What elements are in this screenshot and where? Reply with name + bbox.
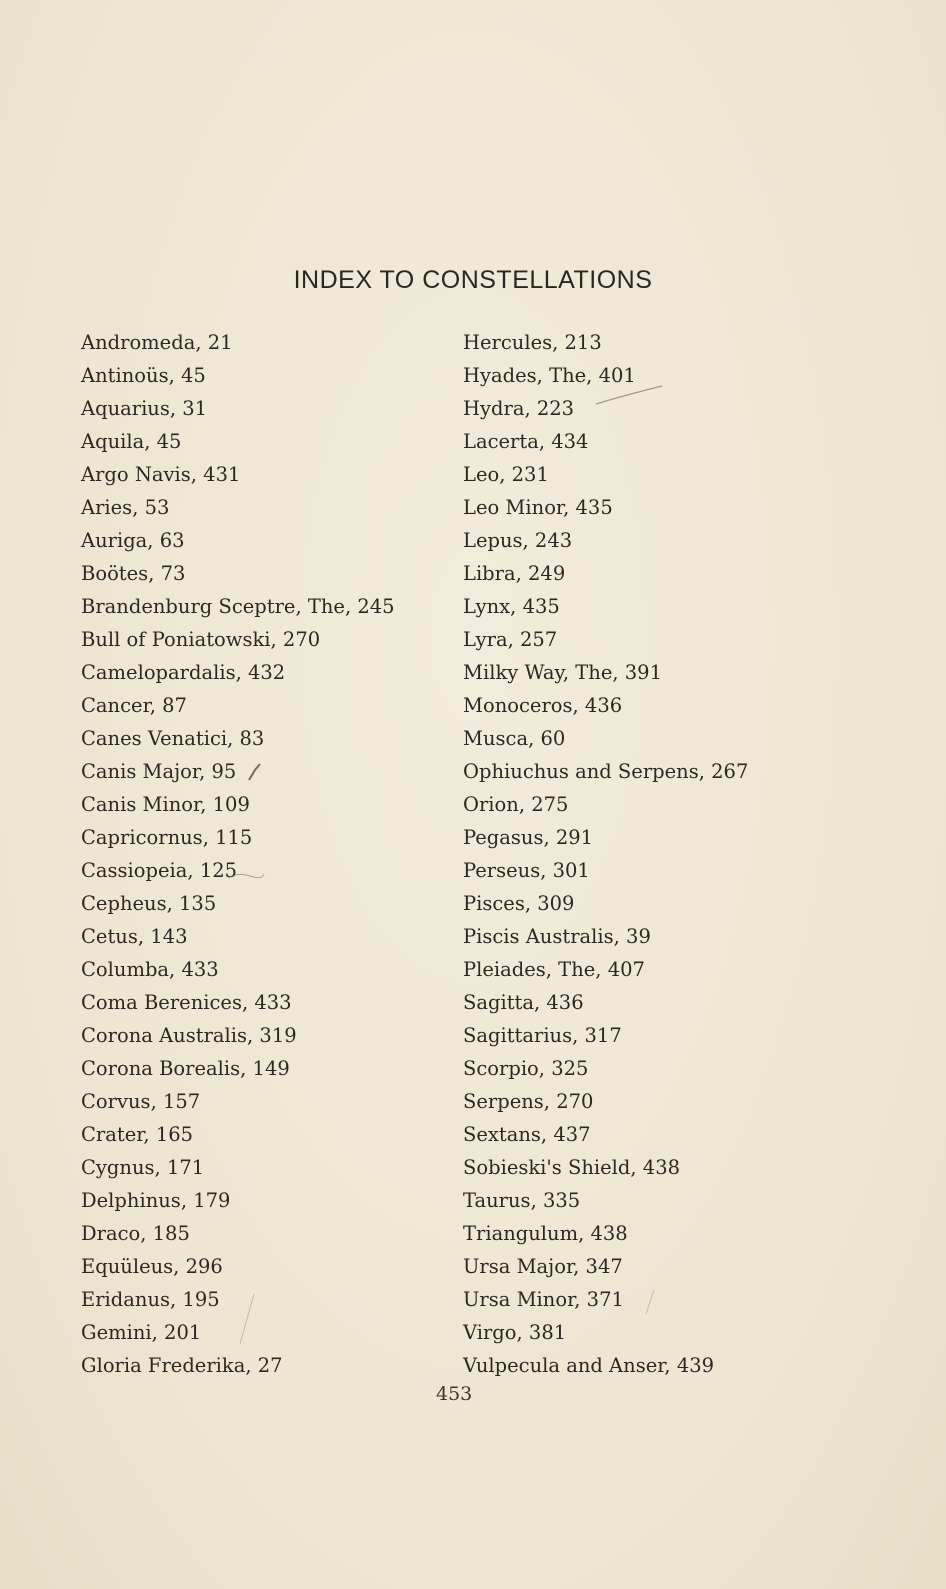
index-entry: Corona Borealis, 149	[81, 1057, 290, 1080]
index-entry: Scorpio, 325	[463, 1057, 589, 1080]
index-entry: Ursa Minor, 371	[463, 1288, 624, 1311]
index-entry: Leo, 231	[463, 463, 549, 486]
index-entry: Auriga, 63	[81, 529, 185, 552]
index-entry: Taurus, 335	[463, 1189, 581, 1212]
index-entry: Pegasus, 291	[463, 826, 594, 849]
index-column-left	[81, 326, 395, 1382]
index-entry: Aquila, 45	[81, 430, 182, 453]
index-entry: Ursa Major, 347	[463, 1255, 623, 1278]
page-number: 453	[436, 1383, 473, 1405]
index-entry: Triangulum, 438	[463, 1222, 628, 1245]
index-entry: Hyades, The, 401	[463, 364, 636, 387]
index-entry: Canes Venatici, 83	[81, 727, 265, 750]
index-entry: Capricornus, 115	[81, 826, 253, 849]
index-entry: Antinoüs, 45	[81, 364, 206, 387]
index-entry: Hercules, 213	[463, 331, 602, 354]
index-entry: Sagitta, 436	[463, 991, 584, 1014]
index-entry: Cetus, 143	[81, 925, 188, 948]
index-entry: Canis Major, 95	[81, 760, 237, 783]
index-entry: Argo Navis, 431	[81, 463, 241, 486]
index-entry: Pisces, 309	[463, 892, 575, 915]
index-entry: Draco, 185	[81, 1222, 190, 1245]
index-entry: Lynx, 435	[463, 595, 560, 618]
index-entry: Hydra, 223	[463, 397, 575, 420]
index-entry: Piscis Australis, 39	[463, 925, 651, 948]
index-entry: Pleiades, The, 407	[463, 958, 645, 981]
index-entry: Aries, 53	[81, 496, 170, 519]
index-entry: Delphinus, 179	[81, 1189, 231, 1212]
index-entry: Ophiuchus and Serpens, 267	[463, 760, 749, 783]
index-entry: Corvus, 157	[81, 1090, 201, 1113]
index-entry: Lacerta, 434	[463, 430, 589, 453]
index-entry: Perseus, 301	[463, 859, 590, 882]
index-entry: Aquarius, 31	[81, 397, 208, 420]
index-entry: Virgo, 381	[463, 1321, 567, 1344]
index-entry: Crater, 165	[81, 1123, 194, 1146]
index-entry: Eridanus, 195	[81, 1288, 220, 1311]
index-entry: Cassiopeia, 125	[81, 859, 238, 882]
index-entry: Sextans, 437	[463, 1123, 591, 1146]
page-title: INDEX TO CONSTELLATIONS	[293, 266, 653, 294]
index-entry: Lepus, 243	[463, 529, 573, 552]
index-entry: Cygnus, 171	[81, 1156, 205, 1179]
index-entry: Columba, 433	[81, 958, 219, 981]
index-entry: Camelopardalis, 432	[81, 661, 286, 684]
index-entry: Corona Australis, 319	[81, 1024, 297, 1047]
index-entry: Milky Way, The, 391	[463, 661, 662, 684]
index-entry: Sagittarius, 317	[463, 1024, 622, 1047]
index-entry: Cepheus, 135	[81, 892, 217, 915]
index-entry: Brandenburg Sceptre, The, 245	[81, 595, 395, 618]
index-entry: Cancer, 87	[81, 694, 187, 717]
index-column-right	[463, 326, 748, 1382]
index-entry: Libra, 249	[463, 562, 566, 585]
index-entry: Gloria Frederika, 27	[81, 1354, 283, 1377]
index-entry: Sobieski's Shield, 438	[463, 1156, 681, 1179]
index-entry: Leo Minor, 435	[463, 496, 613, 519]
index-entry: Canis Minor, 109	[81, 793, 250, 816]
index-entry: Monoceros, 436	[463, 694, 623, 717]
index-entry: Gemini, 201	[81, 1321, 202, 1344]
index-entry: Boötes, 73	[81, 562, 186, 585]
index-entry: Musca, 60	[463, 727, 566, 750]
index-entry: Serpens, 270	[463, 1090, 594, 1113]
index-entry: Andromeda, 21	[81, 331, 233, 354]
index-entry: Coma Berenices, 433	[81, 991, 292, 1014]
index-entry: Lyra, 257	[463, 628, 558, 651]
index-entry: Vulpecula and Anser, 439	[463, 1354, 715, 1377]
index-entry: Orion, 275	[463, 793, 569, 816]
index-entry: Equüleus, 296	[81, 1255, 223, 1278]
index-entry: Bull of Poniatowski, 270	[81, 628, 321, 651]
